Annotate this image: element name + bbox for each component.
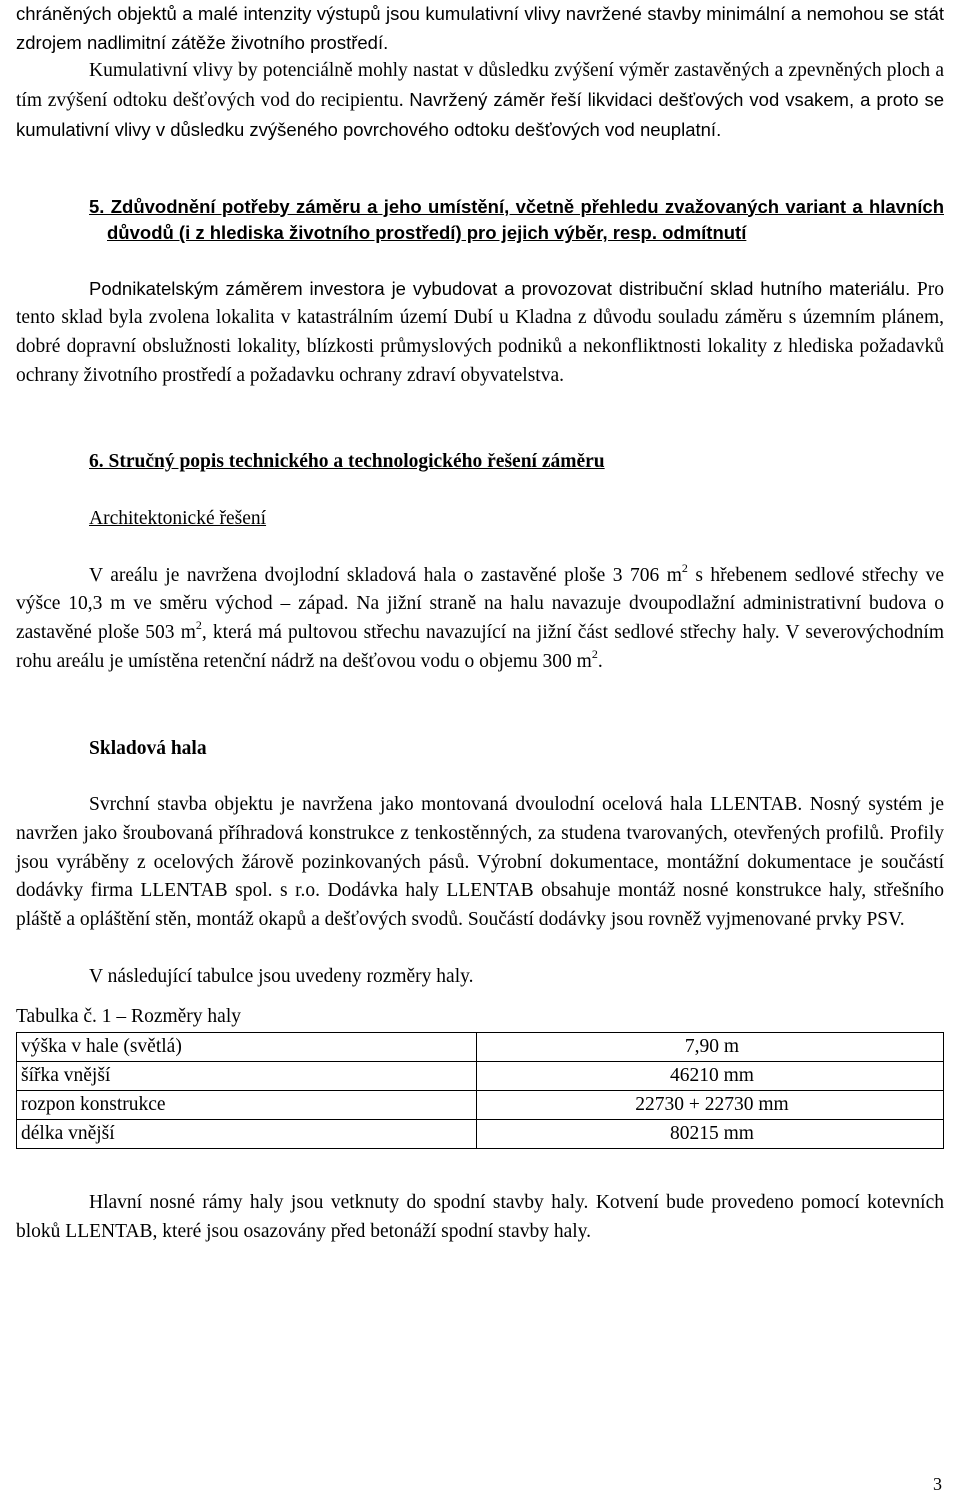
superscript: 2	[591, 646, 598, 661]
paragraph-text: s hřebenem sedlové střechy ve výšce 10,3 m ve směru východ – západ. Na jižní straně na halu navazuje dvoupodlažní administrativní budova o zastavěné ploše 503 m	[16, 564, 945, 644]
paragraph-warehouse: Svrchní stavba objektu je navržena jako montovaná dvoulodní ocelová hala LLENTAB. Nosný systém je navržen jako šroubovaná příhradová konstrukce z tenkostěnných, za studena tvarovaných, otevřených profilů. Profily jsou vyráběny z ocelových žárově pozinkovaných pásů. Výrobní dokumentace, montážní dokumentace je součástí dodávky firma LLENTAB spol. s r.o. Dodávka haly LLENTAB obsahuje montáž nosné konstrukce haly, střešního pláště a opláštění stěn, montáž okapů a dešťových svodů. Součástí dodávky jsou rovněž vyjmenované prvky PSV.	[16, 794, 944, 931]
table-row	[17, 1033, 944, 1062]
dimensions-table	[16, 1032, 944, 1149]
superscript: 2	[681, 560, 688, 575]
document-page	[16, 0, 944, 1247]
table-row	[17, 1062, 944, 1091]
table-cell-label: rozpon konstrukce	[17, 1091, 477, 1120]
table-cell-value: 80215 mm	[477, 1120, 944, 1149]
paragraph-investor-intent	[16, 275, 944, 391]
table-intro: V následující tabulce jsou uvedeny rozměry haly.	[89, 965, 474, 987]
page-number: 3	[933, 1474, 942, 1494]
section-5-heading: 5. Zdůvodnění potřeby záměru a jeho umístění, včetně přehledu zvažovaných variant a hlavních důvodů (i z hlediska životního prostředí) pro jejich výběr, resp. odmítnutí	[89, 195, 944, 244]
paragraph-cumulative-effects	[16, 57, 944, 145]
table-cell-label: délka vnější	[17, 1120, 477, 1149]
section-6-heading: 6. Stručný popis technického a technologického řešení záměru	[89, 451, 605, 473]
table-cell-value: 22730 + 22730 mm	[477, 1091, 944, 1120]
table-cell-label: výška v hale (světlá)	[17, 1033, 477, 1062]
table-cell-value: 7,90 m	[477, 1033, 944, 1062]
superscript: 2	[195, 618, 202, 633]
paragraph-text: chráněných objektů a malé intenzity výstupů jsou kumulativní vlivy navržené stavby minimální a nemohou se stát zdrojem nadlimitní zátěže životního prostředí.	[16, 3, 944, 53]
paragraph-text: Kumulativní vlivy by potenciálně mohly nastat v důsledku zvýšení výměr zastavěných a zpevněných ploch a tím zvýšení odtoku dešťových vod do recipientu.	[16, 60, 944, 112]
table-row	[17, 1120, 944, 1149]
paragraph-text: Podnikatelským záměrem investora je vybudovat a provozovat distribuční sklad hutního materiálu.	[89, 277, 911, 299]
paragraph-architecture	[16, 562, 944, 677]
paragraph-text: Navržený záměr řeší likvidaci dešťových vod vsakem, a proto se kumulativní vlivy v důsledku zvýšeného povrchového odtoku dešťových vod neuplatní.	[16, 89, 945, 140]
paragraph-text: Pro tento sklad byla zvolena lokalita v katastrálním území Dubí u Kladna z důvodu souladu záměru s územním plánem, dobré dopravní obslužnosti lokality, blízkosti průmyslových podniků a nekonfliktnosti lokality z hlediska požadavků ochrany životního prostředí a požadavku ochrany zdraví obyvatelstva.	[16, 278, 944, 386]
paragraph-text: , která má pultovou střechu navazující na jižní část sedlové střechy haly. V severovýchodním rohu areálu je umístěna retenční nádrž na dešťovou vodu o objemu 300 m	[16, 622, 944, 672]
warehouse-subheading: Skladová hala	[89, 737, 207, 759]
paragraph-text: .	[597, 650, 603, 672]
table-caption: Tabulka č. 1 – Rozměry haly	[16, 1006, 241, 1028]
paragraph-main-frames: Hlavní nosné rámy haly jsou vetknuty do spodní stavby haly. Kotvení bude provedeno pomocí kotevních bloků LLENTAB, které jsou osazovány před betonáží spodní stavby haly.	[16, 1192, 944, 1242]
architecture-subheading: Architektonické řešení	[89, 508, 267, 530]
paragraph-text: V areálu je navržena dvojlodní skladová hala o zastavěné ploše 3 706 m	[89, 564, 682, 586]
table-cell-value: 46210 mm	[477, 1062, 944, 1091]
paragraph-cumulative-intro	[16, 0, 944, 57]
table-cell-label: šířka vnější	[17, 1062, 477, 1091]
table-row	[17, 1091, 944, 1120]
